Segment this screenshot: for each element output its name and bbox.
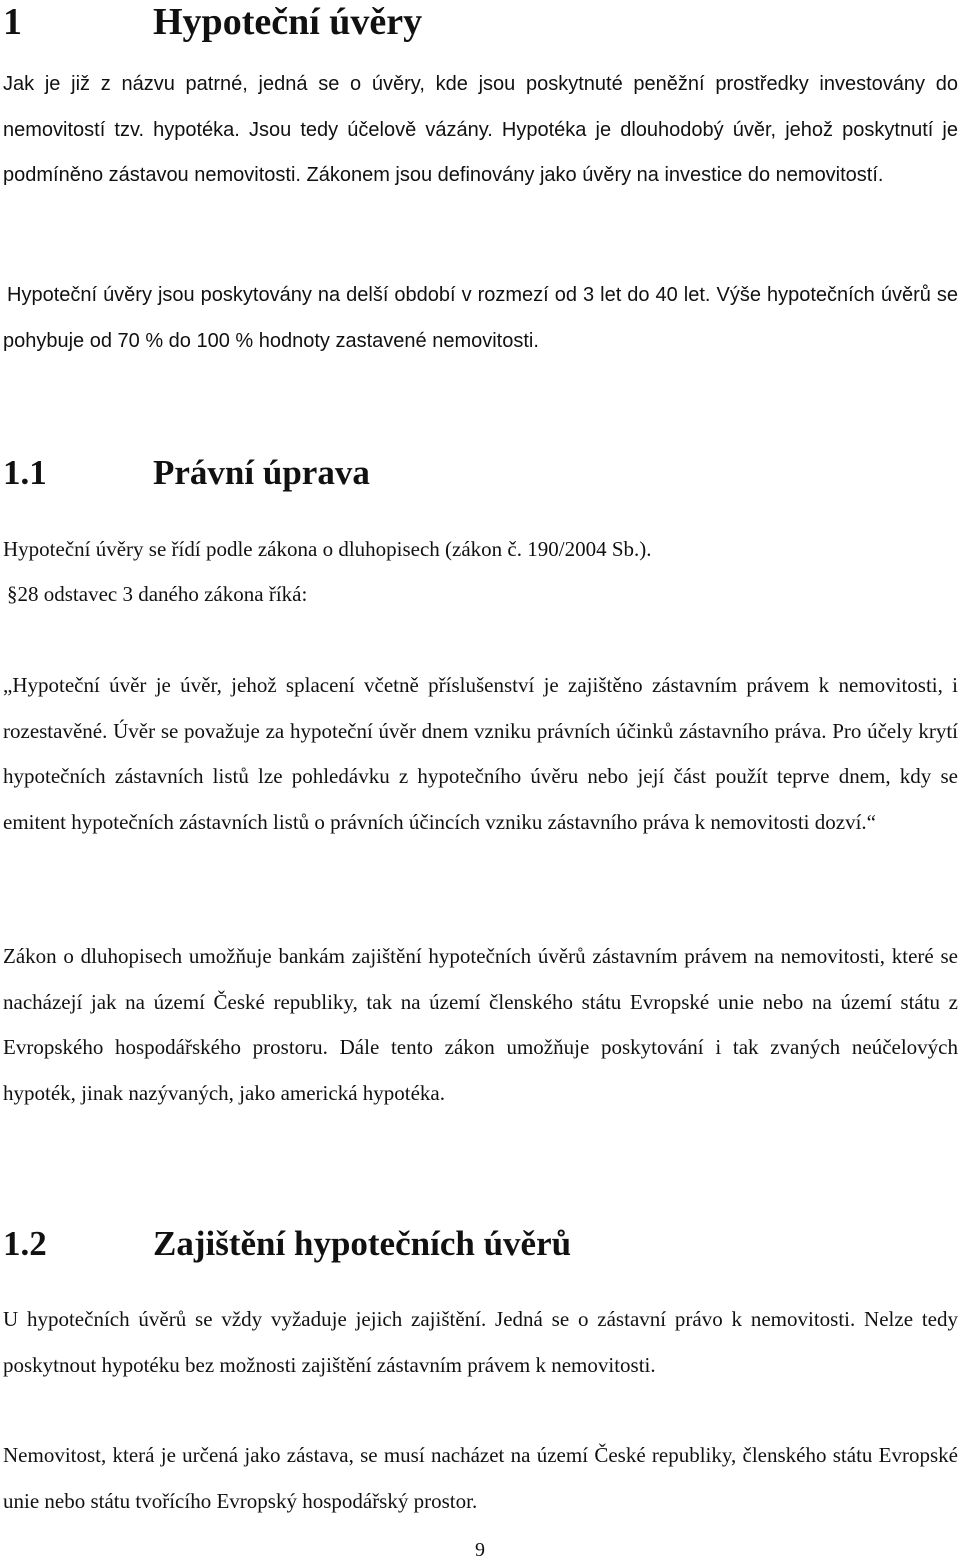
page-number: 9 bbox=[475, 1539, 485, 1561]
law-paragraph: Hypoteční úvěry se řídí podle zákona o dluhopisech (zákon č. 190/2004 Sb.). bbox=[3, 537, 652, 561]
chapter-heading bbox=[3, 0, 422, 44]
section-title: Zajištění hypotečních úvěrů bbox=[153, 1224, 572, 1263]
chapter-number: 1 bbox=[3, 1, 22, 43]
duration-paragraph: Hypoteční úvěry jsou poskytovány na delší období v rozmezí od 3 let do 40 let. Výše hypotečních úvěrů se pohybuje od 70 % do 100 % hodnoty zastavené nemovitosti. bbox=[3, 284, 958, 352]
section-number: 1.1 bbox=[3, 453, 47, 492]
location-paragraph: Nemovitost, která je určená jako zástava, se musí nacházet na území České republiky, členského státu Evropské unie nebo státu tvořícího Evropský hospodářský prostor. bbox=[3, 1443, 958, 1513]
section-heading-1-1 bbox=[3, 452, 370, 494]
section-heading-1-2 bbox=[3, 1223, 571, 1265]
paragraph-reference: §28 odstavec 3 daného zákona říká: bbox=[7, 582, 308, 606]
banks-paragraph: Zákon o dluhopisech umožňuje bankám zajištění hypotečních úvěrů zástavním právem na nemovitosti, které se nacházejí jak na území České republiky, tak na území členského státu Evropské unie nebo na území státu z Evropského hospodářského prostoru. Dále tento zákon umožňuje poskytování i tak zvaných neúčelových hypoték, jinak nazývaných, jako americká hypotéka. bbox=[3, 944, 958, 1105]
section-number: 1.2 bbox=[3, 1224, 47, 1263]
law-quote: „Hypoteční úvěr je úvěr, jehož splacení včetně příslušenství je zajištěno zástavním právem k nemovitosti, i rozestavěné. Úvěr se považuje za hypoteční úvěr dnem vzniku právních účinků zástavního práva. Pro účely krytí hypotečních zástavních listů lze pohledávku z hypotečního úvěru nebo její část použít teprve dnem, kdy se emitent hypotečních zástavních listů o právních účincích vzniku zástavního práva k nemovitosti dozví.“ bbox=[3, 673, 958, 834]
intro-paragraph: Jak je již z názvu patrné, jedná se o úvěry, kde jsou poskytnuté peněžní prostředky investovány do nemovitostí tzv. hypotéka. Jsou tedy účelově vázány. Hypotéka je dlouhodobý úvěr, jehož poskytnutí je podmíněno zástavou nemovitosti. Zákonem jsou definovány jako úvěry na investice do nemovitostí. bbox=[3, 73, 958, 186]
section-title: Právní úprava bbox=[153, 453, 370, 492]
chapter-title: Hypoteční úvěry bbox=[153, 1, 423, 43]
security-paragraph: U hypotečních úvěrů se vždy vyžaduje jejich zajištění. Jedná se o zástavní právo k nemovitosti. Nelze tedy poskytnout hypotéku bez možnosti zajištění zástavním právem k nemovitosti. bbox=[3, 1307, 958, 1377]
